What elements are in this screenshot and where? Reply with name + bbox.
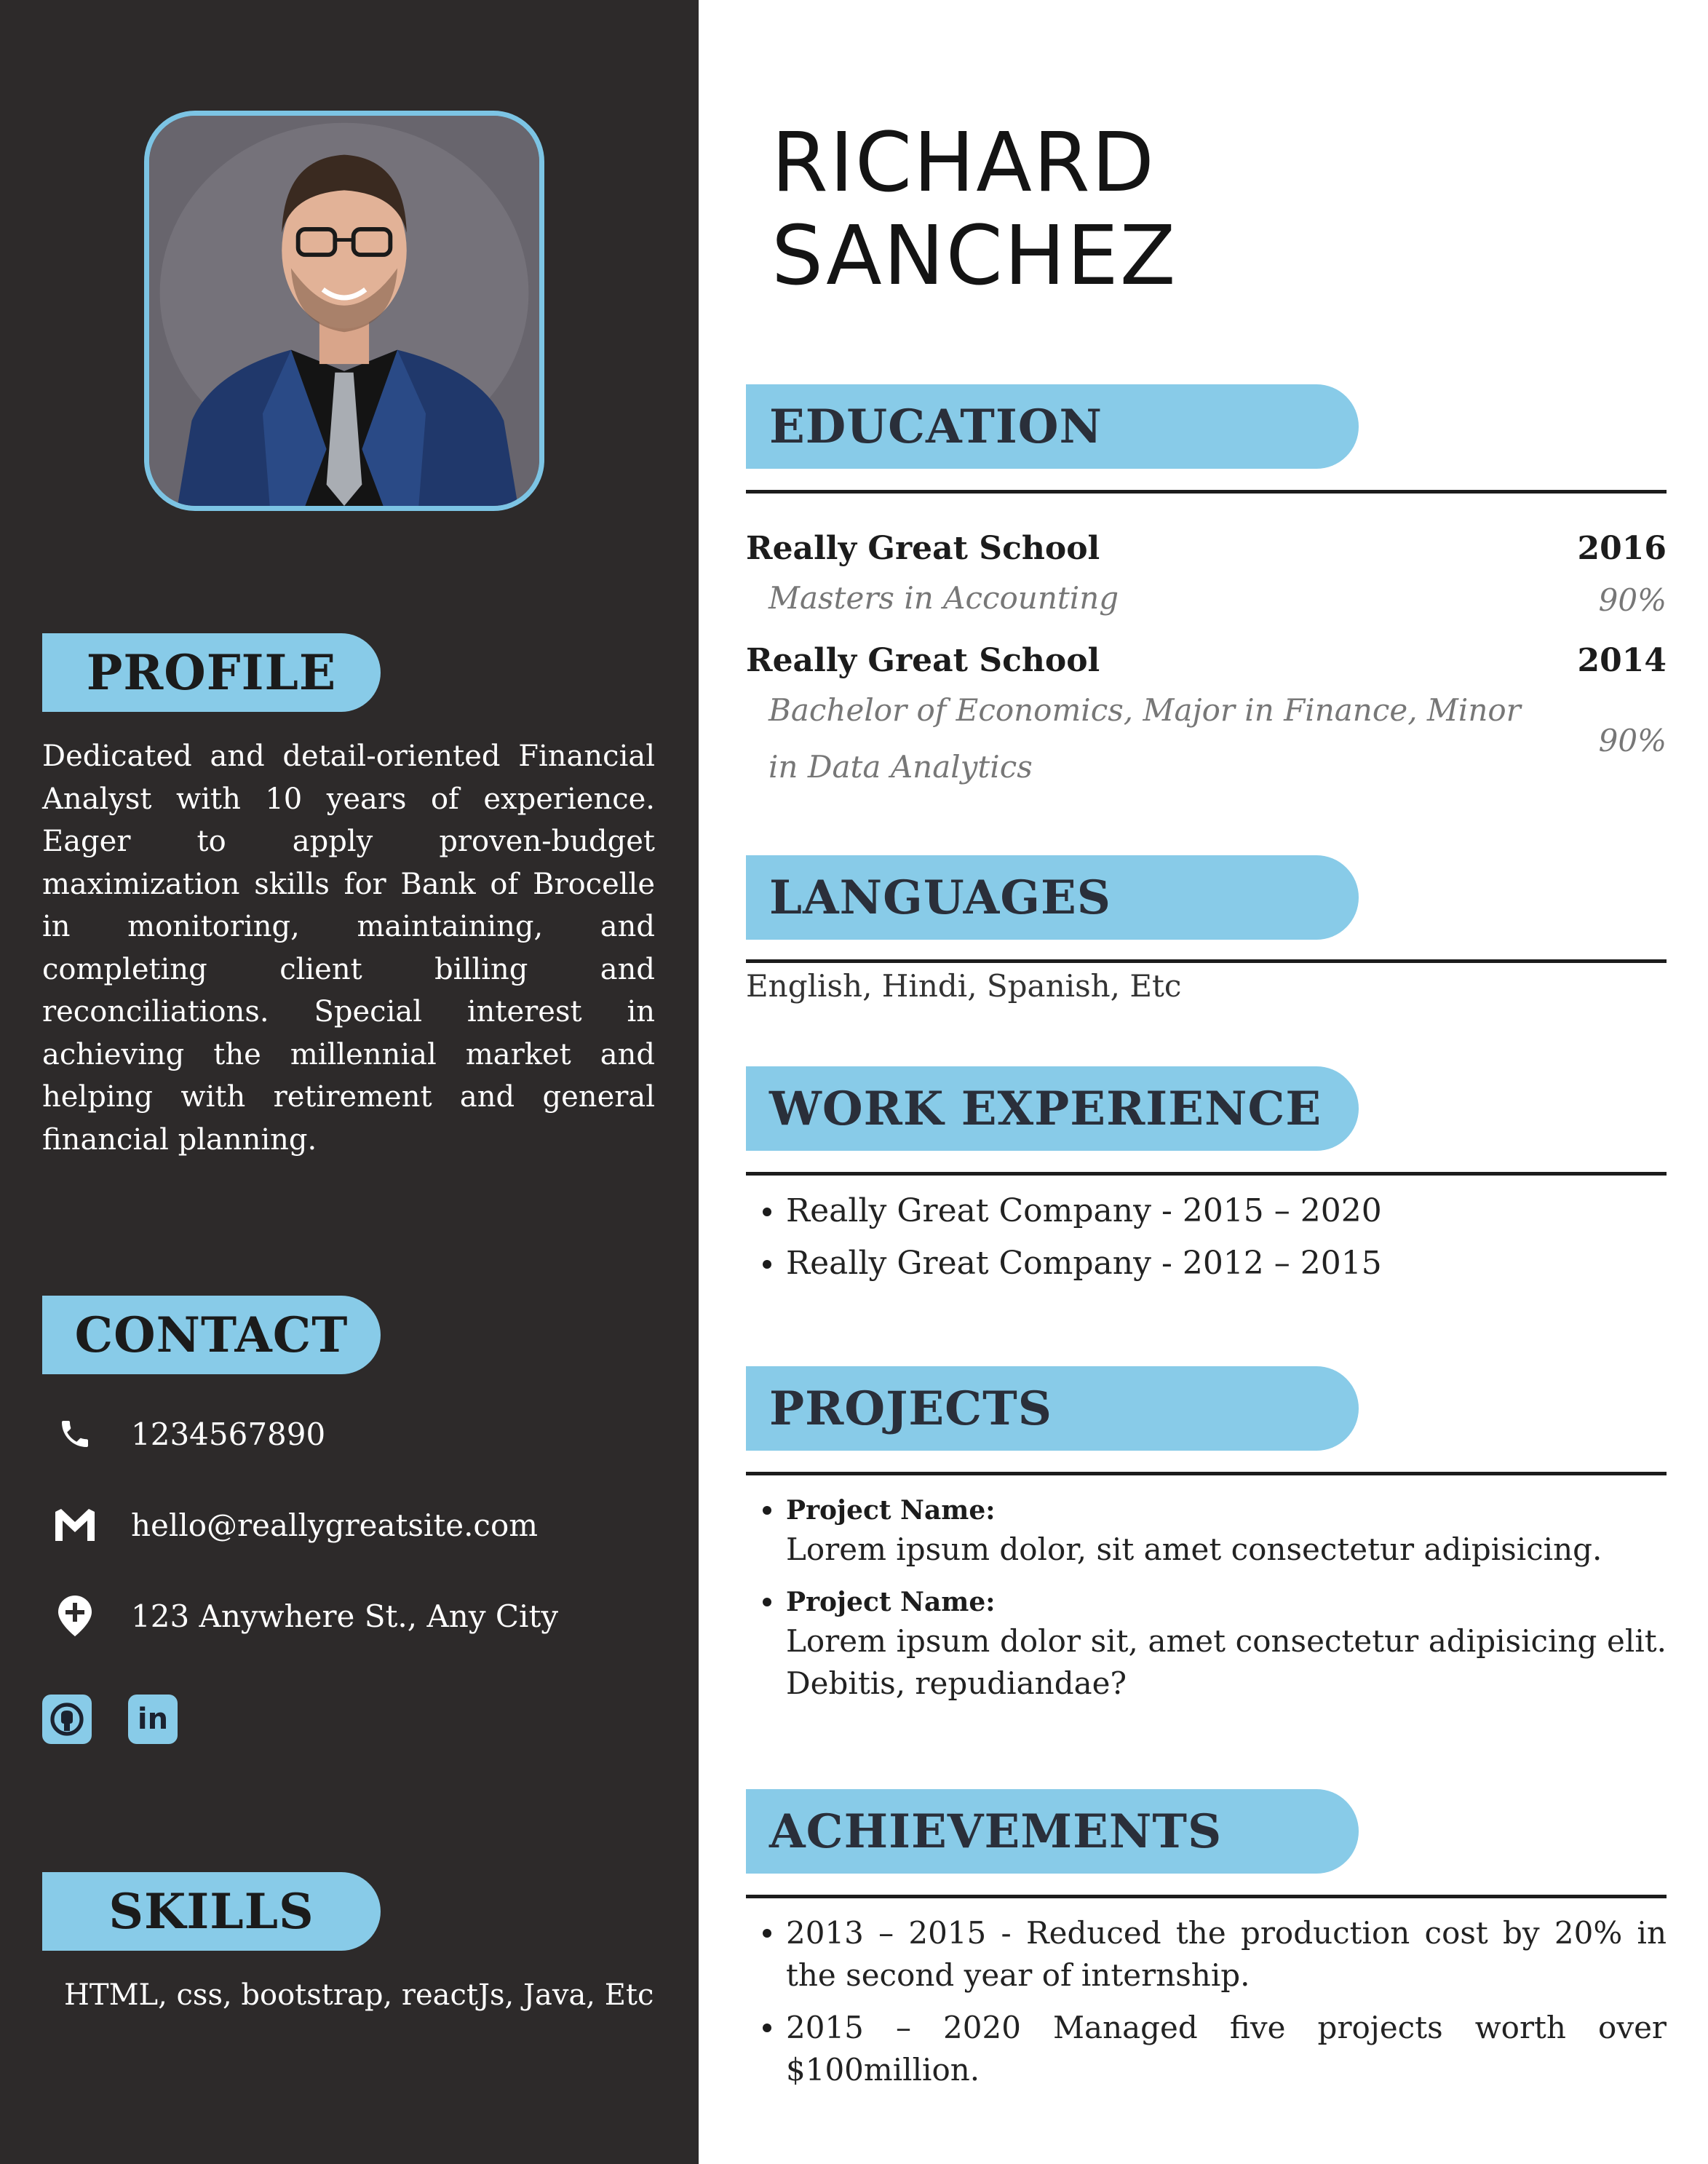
skills-list: HTML, css, bootstrap, reactJs, Java, Etc — [64, 1978, 654, 2012]
work-heading: WORK EXPERIENCE — [746, 1066, 1359, 1151]
project-item — [786, 1584, 1667, 1705]
contact-heading: CONTACT — [42, 1296, 381, 1374]
projects-heading: PROJECTS — [746, 1366, 1359, 1451]
work-item: Really Great Company - 2015 – 2020 — [786, 1185, 1667, 1237]
education-school: Really Great School — [746, 642, 1100, 679]
education-year: 2014 — [1577, 642, 1667, 679]
work-list — [786, 1185, 1667, 1290]
main-content — [699, 0, 1708, 2164]
location-icon — [52, 1593, 98, 1638]
first-name: RICHARD — [771, 116, 1156, 210]
education-score: 90% — [1598, 723, 1667, 758]
education-year: 2016 — [1577, 530, 1667, 567]
education-degree: Masters in Accounting — [768, 580, 1119, 616]
portrait-illustration — [149, 116, 539, 506]
work-divider — [746, 1172, 1667, 1176]
education-school: Really Great School — [746, 530, 1100, 567]
achievement-item: 2013 – 2015 - Reduced the production cost by 20% in the second year of internship. — [786, 1912, 1667, 1997]
education-divider — [746, 490, 1667, 494]
linkedin-icon: in — [137, 1703, 169, 1736]
project-item — [786, 1492, 1667, 1571]
phone-text: 1234567890 — [131, 1416, 326, 1452]
person-name — [771, 116, 1177, 303]
education-degree: Bachelor of Economics, Major in Finance, Minor in Data Analytics — [768, 692, 1521, 785]
github-icon — [49, 1702, 84, 1737]
profile-summary: Dedicated and detail-oriented Financial Analyst with 10 years of experience. Eager to apply proven-budget maximization skills for Bank of Brocelle in monitoring, maintaining, and completing client billing and reconciliations. Special interest in achieving the millennial market and helping with retirement and general financial planning. — [42, 740, 655, 1157]
education-heading: EDUCATION — [746, 384, 1359, 469]
project-description: Lorem ipsum dolor sit, amet consectetur adipisicing elit. Debitis, repudiandae? — [786, 1623, 1667, 1701]
mail-icon — [52, 1502, 98, 1547]
email-link[interactable]: hello@reallygreatsite.com — [131, 1507, 539, 1543]
profile-photo — [144, 111, 544, 511]
phone-icon — [52, 1411, 98, 1456]
linkedin-link[interactable] — [128, 1695, 178, 1744]
profile-heading: PROFILE — [42, 633, 381, 712]
project-title: Project Name: — [786, 1587, 996, 1617]
contact-phone — [52, 1408, 325, 1459]
skills-heading: SKILLS — [42, 1872, 381, 1951]
education-score: 90% — [1598, 582, 1667, 618]
address-text: 123 Anywhere St., Any City — [131, 1598, 559, 1634]
languages-divider — [746, 959, 1667, 963]
projects-divider — [746, 1472, 1667, 1475]
projects-list — [786, 1492, 1667, 1705]
achievements-list — [786, 1912, 1667, 2101]
languages-heading: LANGUAGES — [746, 855, 1359, 940]
work-item: Really Great Company - 2012 – 2015 — [786, 1237, 1667, 1290]
achievement-item: 2015 – 2020 Managed five projects worth over $100million. — [786, 2007, 1667, 2091]
project-description: Lorem ipsum dolor, sit amet consectetur adipisicing. — [786, 1531, 1602, 1567]
languages-list: English, Hindi, Spanish, Etc — [746, 968, 1182, 1004]
last-name: SANCHEZ — [771, 209, 1177, 304]
github-link[interactable] — [42, 1695, 92, 1744]
project-title: Project Name: — [786, 1495, 996, 1526]
sidebar — [0, 0, 699, 2164]
contact-address — [52, 1590, 558, 1641]
achievements-divider — [746, 1895, 1667, 1898]
contact-email — [52, 1499, 538, 1550]
achievements-heading: ACHIEVEMENTS — [746, 1789, 1359, 1874]
